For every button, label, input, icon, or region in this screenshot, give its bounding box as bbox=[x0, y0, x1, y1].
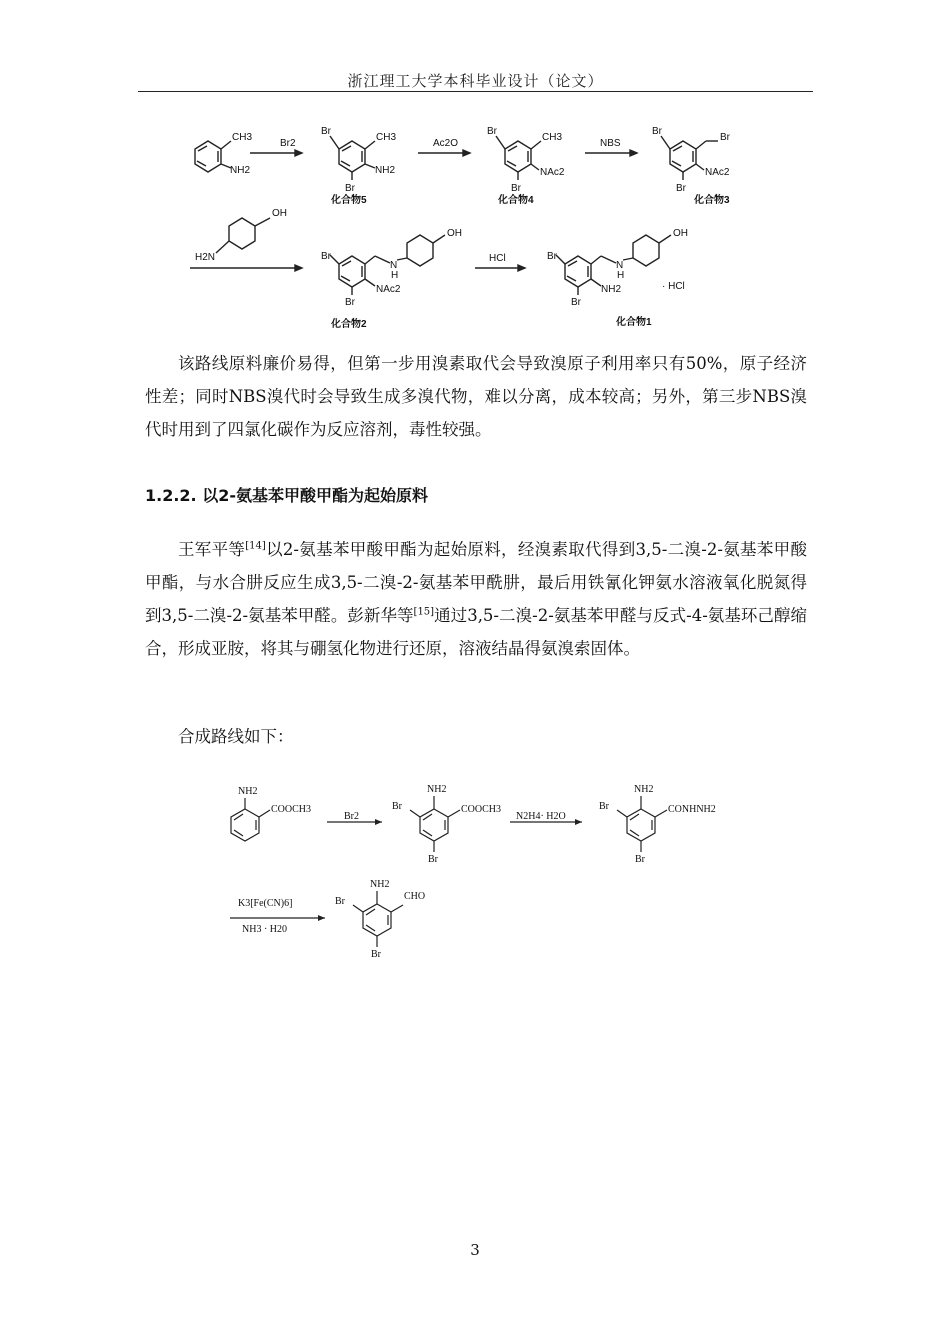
h-label-f: H bbox=[617, 270, 625, 281]
nh2-label-a: NH2 bbox=[230, 165, 251, 176]
paragraph2-text-1: 王军平等 bbox=[178, 540, 246, 559]
br-label-e2: Br bbox=[345, 297, 355, 308]
br-label-s4b: Br bbox=[371, 949, 381, 960]
br-label-e1: Br bbox=[321, 251, 331, 262]
reaction-scheme-2 bbox=[220, 776, 730, 966]
n-label-e: N bbox=[390, 260, 398, 271]
paragraph-route-intro: 合成路线如下： bbox=[178, 727, 294, 746]
compound-5-label: 化合物5 bbox=[331, 195, 367, 206]
reagent-br2: Br2 bbox=[280, 138, 296, 149]
hcl-salt-label: · HCl bbox=[662, 281, 685, 292]
oh-label-e: OH bbox=[447, 228, 462, 239]
nh2-label-s3: NH2 bbox=[634, 784, 654, 795]
br-label-d2: Br bbox=[720, 132, 730, 143]
citation-15: [15] bbox=[413, 606, 435, 618]
nh2-label-f: NH2 bbox=[601, 284, 622, 295]
oh-label-f: OH bbox=[673, 228, 688, 239]
citation-14: [14] bbox=[245, 540, 266, 552]
h2n-label-reagent: H2N bbox=[195, 252, 216, 263]
nh2-label-s4: NH2 bbox=[370, 879, 390, 890]
nac2-label-e: NAc2 bbox=[376, 284, 401, 295]
n-label-f: N bbox=[616, 260, 624, 271]
nac2-label-c: NAc2 bbox=[540, 167, 565, 178]
br-label-f1: Br bbox=[547, 251, 557, 262]
page-header: 浙江理工大学本科毕业设计（论文） bbox=[347, 72, 604, 90]
br-label-b2: Br bbox=[345, 183, 355, 194]
cooch3-label-s2: COOCH3 bbox=[461, 804, 502, 815]
br-label-s3a: Br bbox=[599, 801, 609, 812]
compound-3-label: 化合物3 bbox=[694, 195, 730, 206]
cooch3-label-s1: COOCH3 bbox=[271, 804, 312, 815]
h-label-e: H bbox=[391, 270, 399, 281]
paragraph2-text-3: 通过3,5-二溴-2-氨基苯甲醛与反式-4-氨基环己醇缩合，形成亚胺，将其与硼氢化物进行还原，溶液结晶得氨溴索固体。 bbox=[145, 606, 807, 658]
section-heading-1-2-2: 1.2.2. 以2-氨基苯甲酸甲酯为起始原料 bbox=[145, 486, 428, 505]
reagent-ac2o: Ac2O bbox=[433, 138, 459, 149]
reagent-br2-s2: Br2 bbox=[344, 811, 359, 822]
reagent-ammonia: NH3 · H20 bbox=[242, 924, 287, 935]
br-label-s2b: Br bbox=[428, 854, 438, 865]
cho-label: CHO bbox=[404, 891, 426, 902]
header-rule bbox=[138, 91, 813, 92]
nh2-label-b: NH2 bbox=[375, 165, 396, 176]
reagent-hcl: HCl bbox=[489, 253, 506, 264]
reagent-ferricyanide: K3[Fe(CN)6] bbox=[238, 898, 293, 909]
paragraph-route-evaluation: 该路线原料廉价易得，但第一步用溴素取代会导致溴原子利用率只有50%，原子经济性差；同时NBS溴代时会导致生成多溴代物，难以分离，成本较高；另外，第三步NBS溴代时用到了四氯化碳作为反应溶剂，毒性较强。 bbox=[145, 354, 807, 439]
reagent-nbs: NBS bbox=[600, 138, 621, 149]
nh2-label-s2: NH2 bbox=[427, 784, 447, 795]
br-label-f2: Br bbox=[571, 297, 581, 308]
reagent-hydrazine: N2H4· H2O bbox=[516, 811, 566, 822]
br-label-c2: Br bbox=[511, 183, 521, 194]
page-number: 3 bbox=[470, 1241, 480, 1259]
compound-1-label: 化合物1 bbox=[616, 317, 652, 328]
nac2-label-d: NAc2 bbox=[705, 167, 730, 178]
br-label-d1: Br bbox=[652, 126, 662, 137]
reaction-scheme-1 bbox=[180, 108, 750, 336]
br-label-s4a: Br bbox=[335, 896, 345, 907]
ch3-label-b: CH3 bbox=[376, 132, 397, 143]
br-label-c1: Br bbox=[487, 126, 497, 137]
conhnh2-label: CONHNH2 bbox=[668, 804, 716, 815]
paragraph-methyl-anthranilate-route bbox=[145, 533, 807, 665]
nh2-label-s1: NH2 bbox=[238, 786, 258, 797]
compound-4-label: 化合物4 bbox=[498, 195, 534, 206]
compound-2-label: 化合物2 bbox=[331, 319, 367, 330]
ch3-label-a: CH3 bbox=[232, 132, 253, 143]
br-label-d3: Br bbox=[676, 183, 686, 194]
br-label-s3b: Br bbox=[635, 854, 645, 865]
paragraph2-text-2: 以2-氨基苯甲酸甲酯为起始原料，经溴素取代得到3,5-二溴-2-氨基苯甲酸甲酯，与水合肼反应生成3,5-二溴-2-氨基苯甲酰肼，最后用铁氰化钾氨水溶液氧化脱氮得到3,5-二溴-2-氨基苯甲醛。彭新华等 bbox=[145, 540, 807, 625]
br-label-b1: Br bbox=[321, 126, 331, 137]
br-label-s2a: Br bbox=[392, 801, 402, 812]
ch3-label-c: CH3 bbox=[542, 132, 563, 143]
oh-label-reagent: OH bbox=[272, 208, 287, 219]
